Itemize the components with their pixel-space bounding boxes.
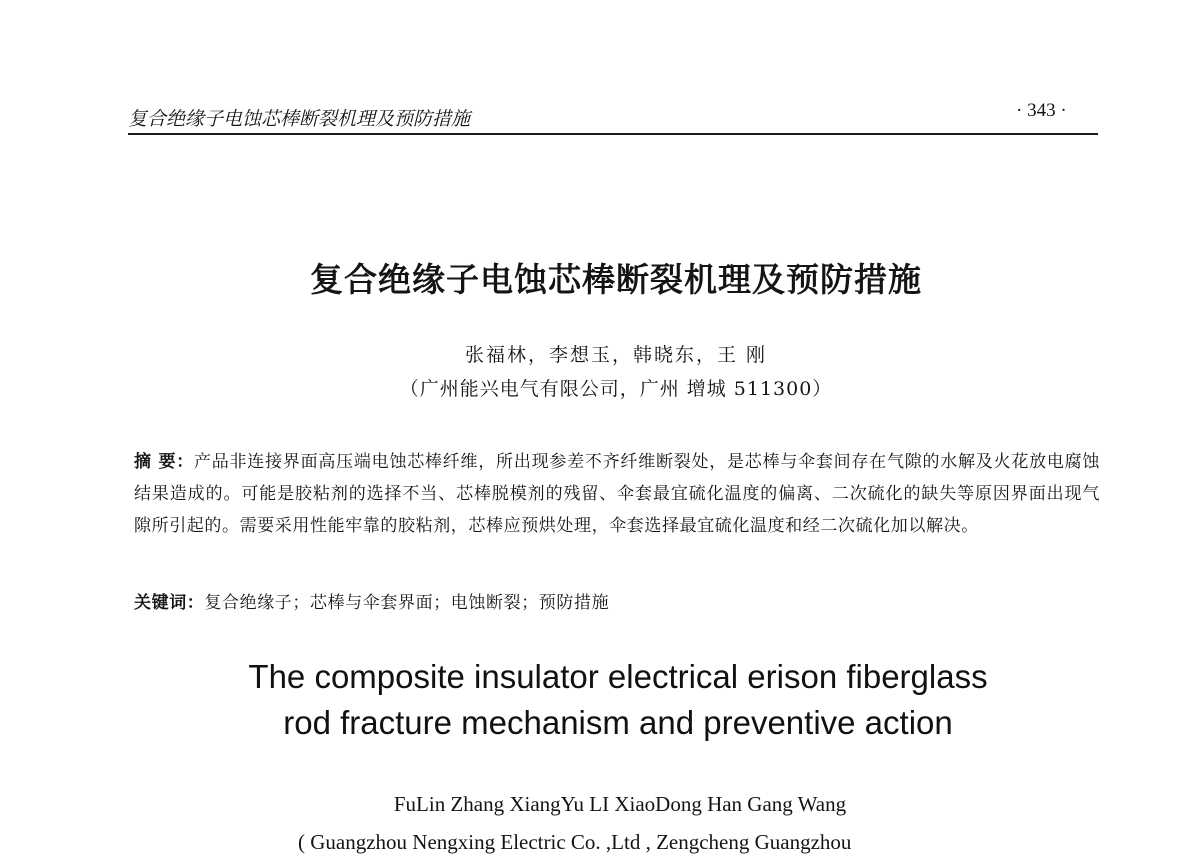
abstract-cn	[134, 446, 1100, 542]
keywords-label: 关键词：	[134, 593, 205, 613]
affiliation-cn: （广州能兴电气有限公司，广州 增城 511300）	[399, 378, 833, 400]
keywords-text: 复合绝缘子；芯棒与伞套界面；电蚀断裂；预防措施	[204, 593, 610, 613]
running-header-title: 复合绝缘子电蚀芯棒断裂机理及预防措施	[128, 108, 471, 130]
authors-cn: 张福林，李想玉，韩晓东，王 刚	[464, 344, 768, 366]
keywords-cn	[134, 588, 1100, 613]
header-rule	[128, 133, 1098, 135]
paper-title-en-line2: rod fracture mechanism and preventive action	[283, 704, 953, 741]
abstract-label: 摘 要：	[134, 452, 194, 472]
paper-title-en-line1: The composite insulator electrical erison fiberglass	[248, 658, 988, 695]
abstract-text: 产品非连接界面高压端电蚀芯棒纤维，所出现参差不齐纤维断裂处，是芯棒与伞套间存在气隙的水解及火花放电腐蚀结果造成的。可能是胶粘剂的选择不当、芯棒脱模剂的残留、伞套最宜硫化温度的偏离、二次硫化的缺失等原因界面出现气隙所引起的。需要采用性能牢靠的胶粘剂，芯棒应预烘处理，伞套选择最宜硫化温度和经二次硫化加以解决。	[134, 452, 1100, 536]
page-number: · 343 ·	[1016, 100, 1067, 121]
authors-en: FuLin Zhang XiangYu LI XiaoDong Han Gang Wang	[393, 792, 847, 816]
paper-title-cn: 复合绝缘子电蚀芯棒断裂机理及预防措施	[310, 260, 922, 299]
paper-title-en	[0, 654, 1200, 746]
affiliation-en: ( Guangzhou Nengxing Electric Co. ,Ltd , Zengcheng Guangzhou	[298, 830, 852, 854]
